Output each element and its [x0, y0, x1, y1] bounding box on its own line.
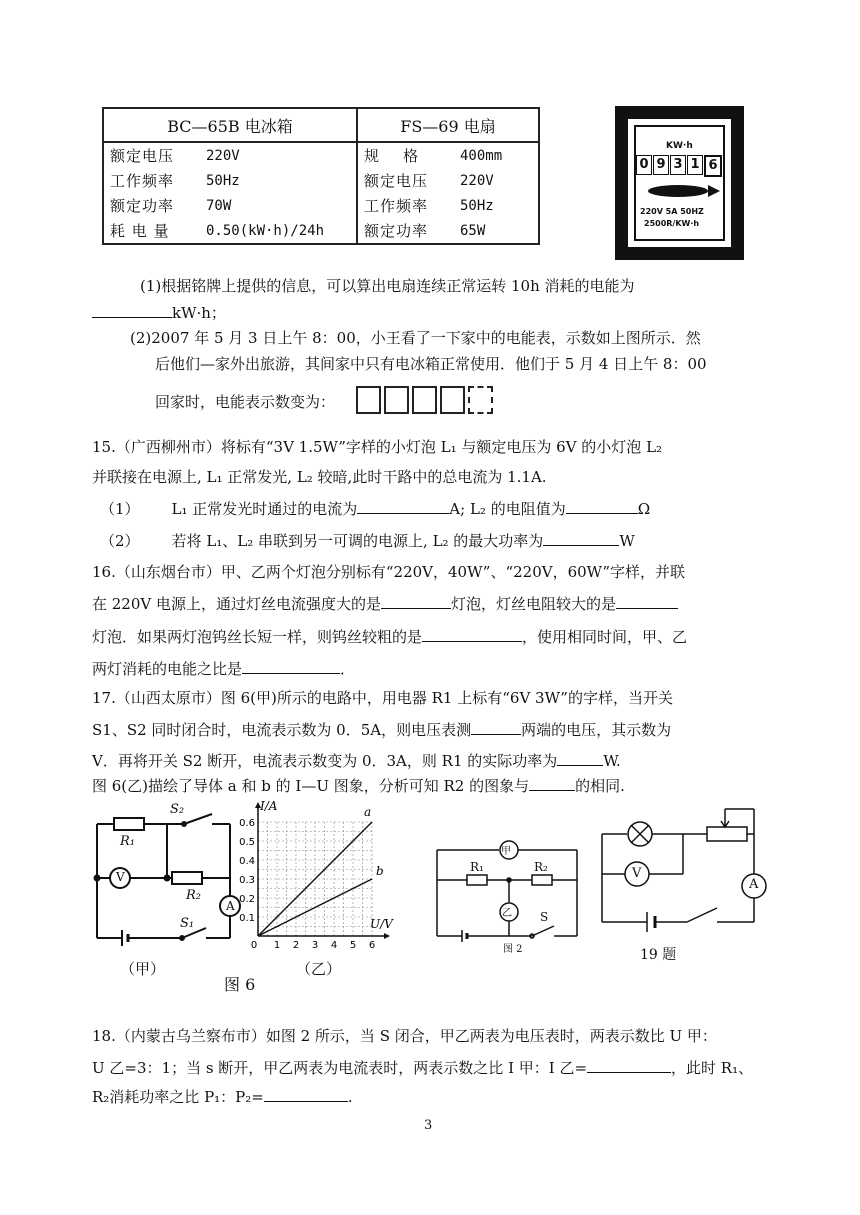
answer-blank[interactable]	[566, 498, 638, 514]
answer-blank[interactable]	[543, 530, 619, 546]
answer-blank[interactable]	[616, 593, 678, 609]
meter-answer-boxes[interactable]	[356, 386, 496, 414]
y-tick-label: 0.2	[239, 894, 255, 905]
fig6-jia-circuit	[92, 806, 242, 956]
spec-key: 规 格	[364, 147, 420, 165]
q17-line4: 图 6(乙)描绘了导体 a 和 b 的 I—U 图象，分析可知 R2 的图象与 的相同.	[92, 777, 625, 795]
q16-line2: 在 220V 电源上，通过灯丝电流强度大的是 灯泡，灯丝电阻较大的是	[92, 593, 678, 614]
answer-blank[interactable]	[92, 302, 172, 318]
spec-key: 额定电压	[110, 147, 175, 165]
spec-value: 0.50(kW·h)/24h	[206, 222, 325, 239]
iu-graph	[236, 800, 396, 950]
meter-digit: 1	[687, 155, 703, 175]
meter-rating: 220V 5A 50HZ	[640, 207, 704, 216]
q16-line4: 两灯消耗的电能之比是 ．	[92, 660, 356, 678]
q15-sub2: （2） 若将 L₁、L₂ 串联到另一可调的电源上, L₂ 的最大功率为 W	[100, 532, 635, 550]
y-axis-label: I/A	[260, 800, 278, 813]
x-tick-label: 2	[292, 940, 300, 950]
fig6-yi-label: （乙）	[296, 960, 342, 978]
energy-meter	[615, 106, 744, 260]
x-tick-label: 5	[349, 940, 357, 950]
rheostat-icon	[707, 827, 747, 841]
y-tick-label: 0.5	[239, 837, 255, 848]
answer-digit-box[interactable]	[412, 386, 437, 414]
label-s2: S₂	[170, 802, 185, 817]
x-axis-arrow-icon	[384, 933, 390, 939]
q14-part2-line2: 后他们—家外出旅游，其间家中只有电冰箱正常使用．他们于 5 月 4 日上午 8：00	[155, 355, 707, 373]
answer-blank[interactable]	[242, 658, 340, 674]
label-r2-fig2: R₂	[534, 860, 548, 874]
spec-value: 220V	[206, 147, 240, 164]
answer-blank[interactable]	[529, 775, 575, 791]
label-a-19: A	[749, 877, 759, 892]
x-axis-label: U/V	[370, 917, 393, 931]
answer-digit-box[interactable]	[384, 386, 409, 414]
spec-value: 400mm	[460, 147, 503, 164]
resistor-r2	[172, 872, 202, 884]
resistor-r1	[114, 818, 144, 830]
label-s-fig2: S	[540, 910, 549, 924]
q14-part1: (1)根据铭牌上提供的信息，可以算出电扇连续正常运转 10h 消耗的电能为	[140, 277, 635, 295]
label-jia: 甲	[501, 846, 511, 857]
spec-key: 额定功率	[364, 222, 429, 240]
label-s1: S₁	[180, 916, 195, 931]
spec-value: 70W	[206, 197, 232, 214]
meter-digit: 0	[636, 155, 652, 175]
fig6-jia-label: （甲）	[120, 960, 166, 978]
answer-blank[interactable]	[557, 750, 603, 766]
label-v-19: V	[632, 866, 642, 881]
spec-key: 额定功率	[110, 197, 175, 215]
label-r1-fig2: R₁	[470, 860, 484, 874]
resistor-r2	[532, 875, 552, 885]
spec-value: 220V	[460, 172, 494, 189]
spec-value: 65W	[460, 222, 486, 239]
meter-disc-arrow-icon	[628, 119, 735, 251]
q16-line3: 灯泡．如果两灯泡钨丝长短一样，则钨丝较粗的是 ，使用相同时间，甲、乙	[92, 628, 688, 646]
fig2-caption: 图 2	[503, 944, 523, 955]
y-tick-label: 0.4	[239, 856, 255, 867]
q17-line2: S1、S2 同时闭合时，电流表示数为 0．5A，则电压表测 两端的电压，其示数为	[92, 721, 672, 739]
meter-constant: 2500R/KW·h	[644, 219, 700, 228]
q15-line2: 并联接在电源上, L₁ 正常发光, L₂ 较暗,此时干路中的总电流为 1.1A.	[92, 468, 547, 486]
label-r2: R₂	[186, 888, 201, 903]
fan-specs	[357, 142, 539, 244]
label-r1: R₁	[120, 834, 135, 849]
spec-key: 额定电压	[364, 172, 429, 190]
y-tick-label: 0.3	[239, 875, 255, 886]
q18-line3: R₂消耗功率之比 P₁：P₂= .	[92, 1088, 353, 1106]
label-yi: 乙	[502, 908, 512, 919]
fridge-specs	[103, 142, 357, 244]
answer-blank[interactable]	[381, 593, 451, 609]
answer-digit-box[interactable]	[468, 386, 493, 414]
meter-digit: 6	[704, 155, 722, 177]
page-number: 3	[424, 1118, 433, 1133]
fan-title: FS—69 电扇	[357, 108, 539, 142]
x-tick-label: 1	[273, 940, 281, 950]
spec-value: 50Hz	[460, 197, 494, 214]
x-tick-label: 6	[368, 940, 376, 950]
q18-line1: 18.（内蒙古乌兰察布市）如图 2 所示，当 S 闭合，甲乙两表为电压表时，两表示数比 U 甲：	[92, 1027, 717, 1045]
answer-blank[interactable]	[264, 1086, 348, 1102]
q15-line1: 15.（广西柳州市）将标有“3V 1.5W”字样的小灯泡 L₁ 与额定电压为 6V 的小灯泡 L₂	[92, 438, 663, 456]
meter-digit: 9	[653, 155, 669, 175]
q14-part1-end: kW·h；	[92, 302, 226, 323]
answer-blank[interactable]	[357, 498, 449, 514]
q18-line2: U 乙=3：1；当 s 断开，甲乙两表为电流表时，两表示数之比 I 甲：I 乙= ，此时 R₁、	[92, 1059, 754, 1077]
y-tick-label: 0.6	[239, 818, 255, 829]
meter-unit: KW·h	[666, 141, 693, 151]
answer-digit-box[interactable]	[440, 386, 465, 414]
label-v: V	[116, 870, 125, 884]
x-tick-label: 4	[330, 940, 338, 950]
q15-sub1: （1） L₁ 正常发光时通过的电流为 A; L₂ 的电阻值为 Ω	[100, 500, 651, 518]
q14-part2-line3: 回家时，电能表示数变为：	[155, 393, 336, 411]
q16-line1: 16.（山东烟台市）甲、乙两个灯泡分别标有“220V，40W”、“220V，60W”字样，并联	[92, 563, 686, 581]
resistor-r1	[467, 875, 487, 885]
fig19-caption: 19 题	[640, 947, 677, 963]
x-tick-label: 0	[250, 940, 258, 950]
meter-digit: 3	[670, 155, 686, 175]
q17-line1: 17.（山西太原市）图 6(甲)所示的电路中，用电器 R1 上标有“6V 3W”的字样，当开关	[92, 689, 673, 707]
x-tick-label: 3	[311, 940, 319, 950]
fig6-caption: 图 6	[224, 975, 256, 994]
spec-key: 耗 电 量	[110, 222, 170, 240]
answer-blank[interactable]	[587, 1057, 671, 1073]
label-a: A	[226, 899, 235, 913]
nameplate-table	[102, 107, 540, 245]
series-label-b: b	[376, 864, 384, 878]
answer-digit-box[interactable]	[356, 386, 381, 414]
answer-blank[interactable]	[471, 719, 521, 735]
spec-value: 50Hz	[206, 172, 240, 189]
spec-key: 工作频率	[364, 197, 429, 215]
q14-part2-line1: (2)2007 年 5 月 3 日上午 8：00，小王看了一下家中的电能表，示数如上图所示．然	[130, 329, 701, 347]
spec-key: 工作频率	[110, 172, 175, 190]
series-label-a: a	[364, 805, 372, 819]
q17-line3: V．再将开关 S2 断开，电流表示数变为 0．3A，则 R1 的实际功率为 W.	[92, 752, 621, 770]
fridge-title: BC—65B 电冰箱	[103, 108, 357, 142]
fig19-circuit	[597, 806, 772, 936]
y-tick-label: 0.1	[239, 913, 255, 924]
answer-blank[interactable]	[422, 626, 522, 642]
